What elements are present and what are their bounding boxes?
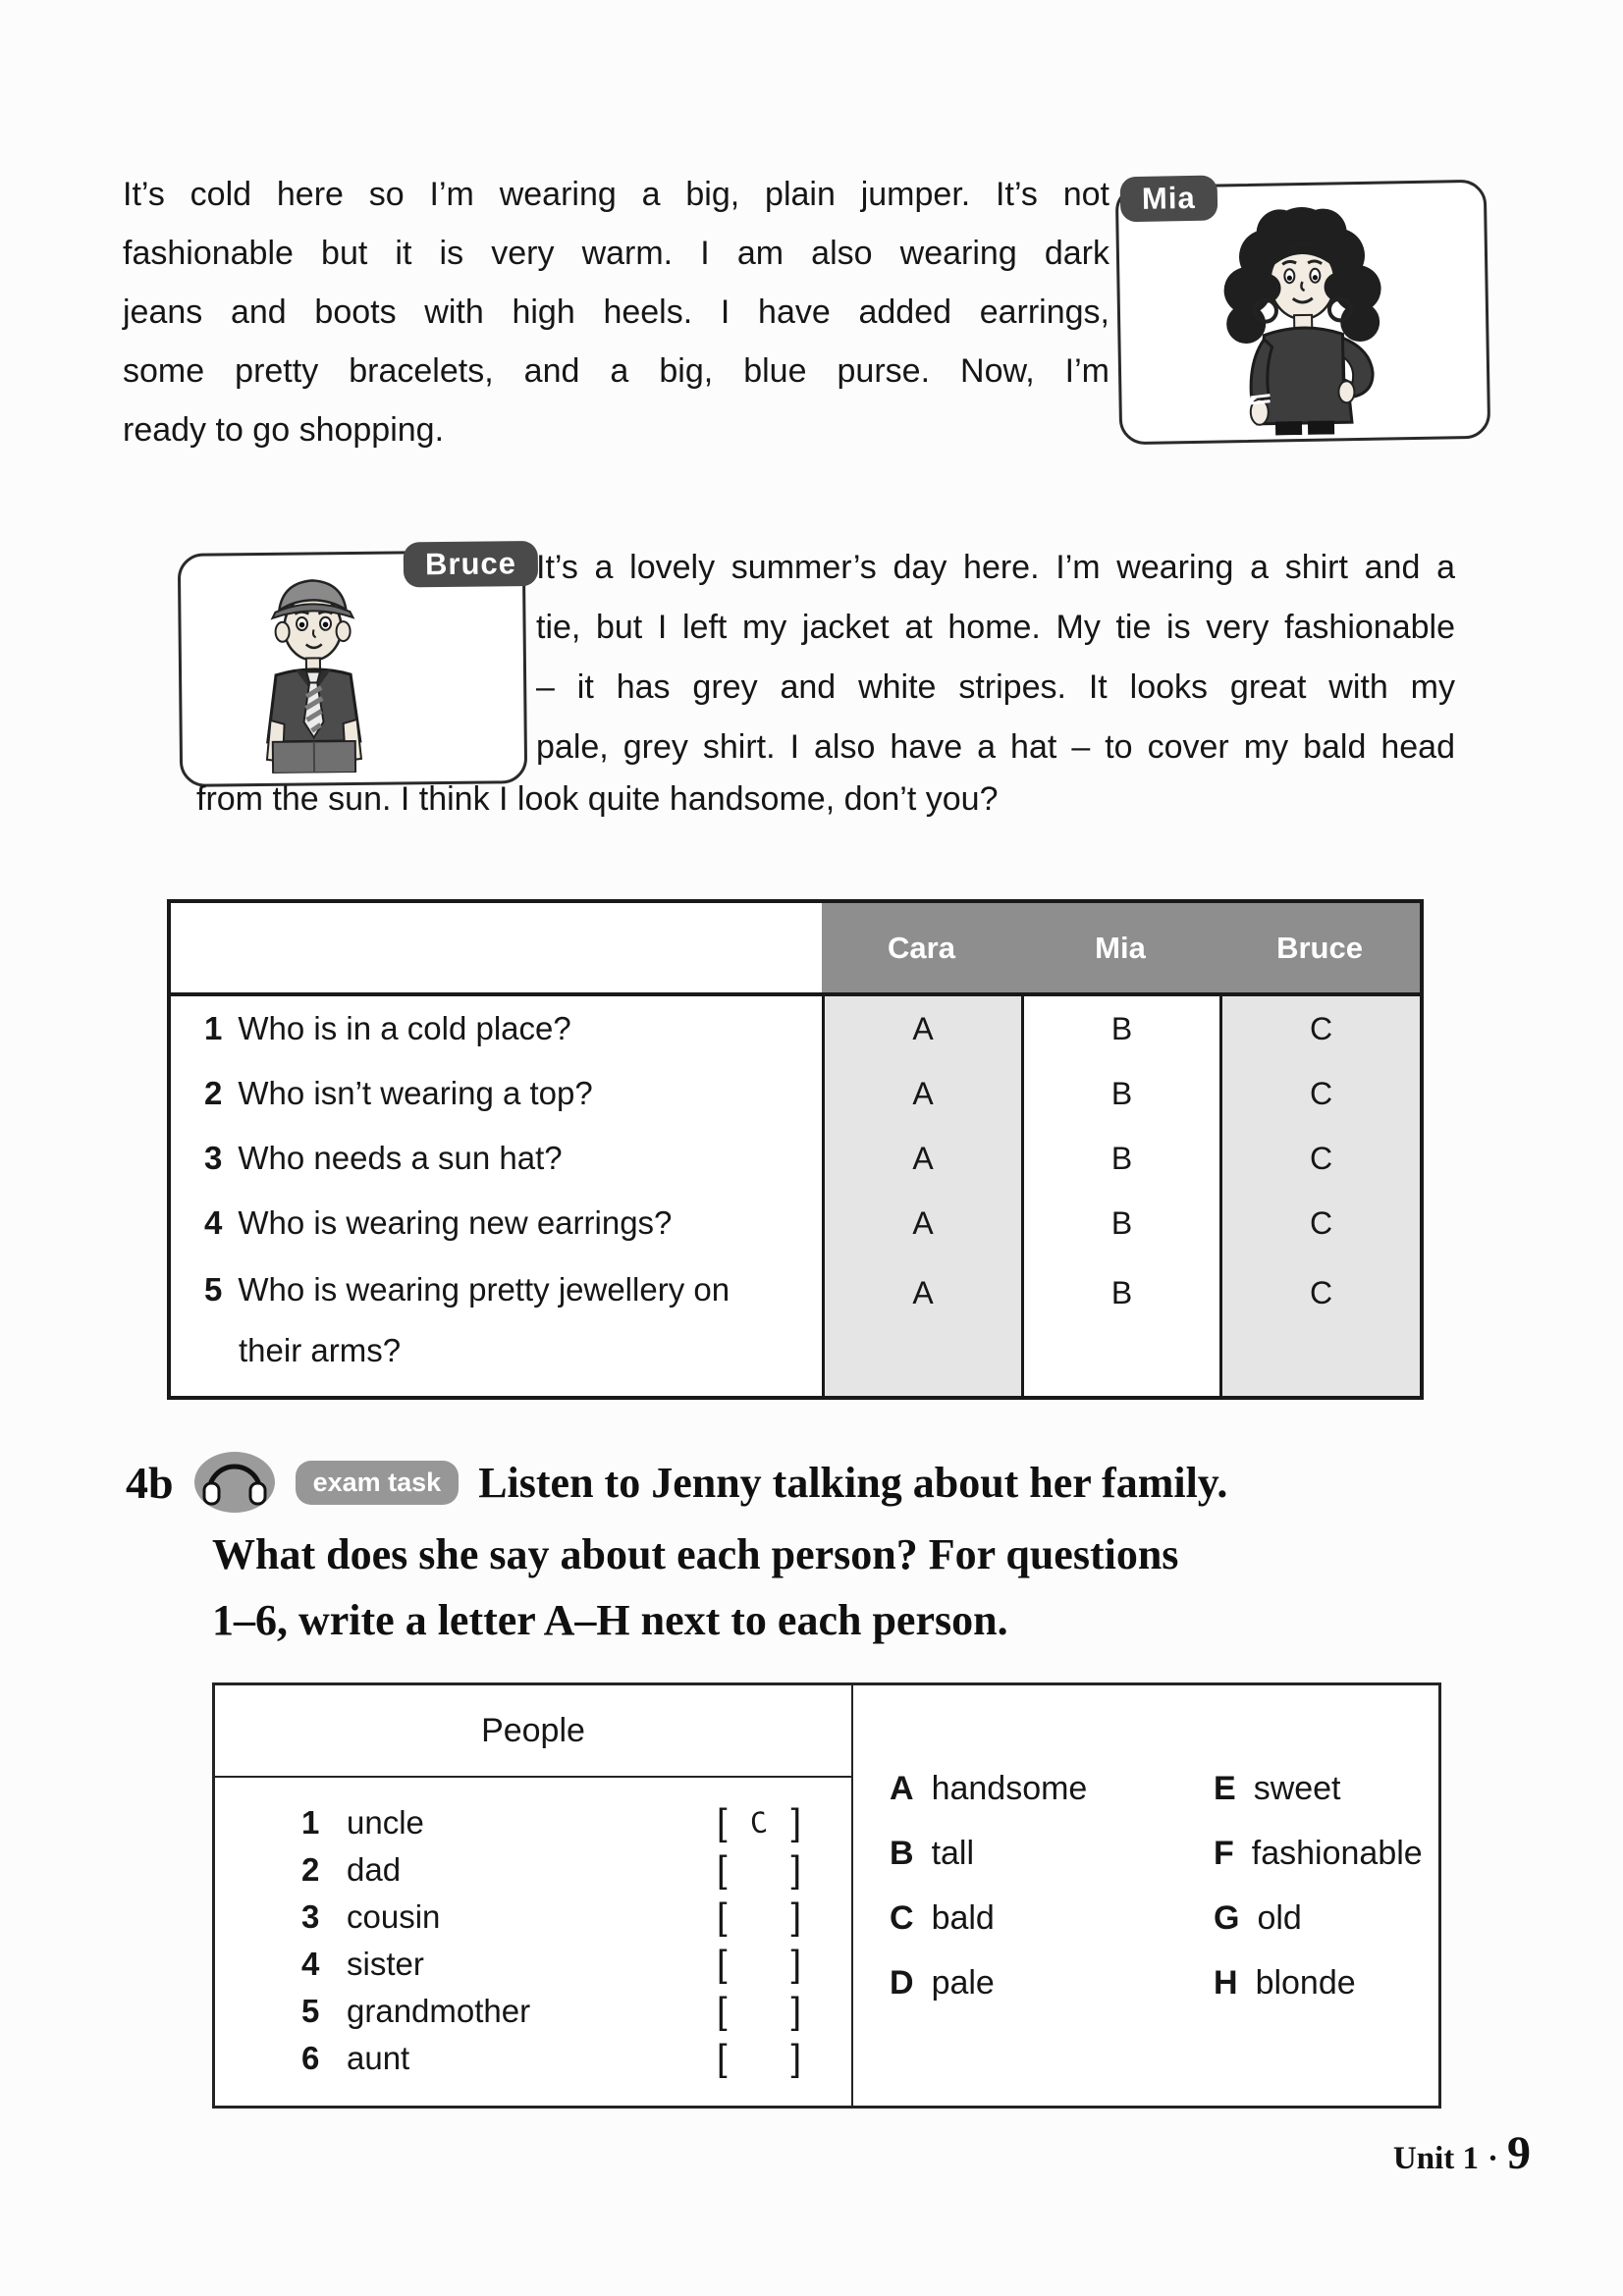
option-item-h — [1214, 1964, 1438, 2002]
paragraph-line: jeans and boots with high heels. I have added earrings, — [123, 294, 1109, 331]
answer-bracket-2[interactable] — [717, 1849, 801, 1892]
question-row-3 — [171, 1126, 822, 1191]
question-number: 1 — [204, 1010, 223, 1046]
page-number: 9 — [1507, 2127, 1531, 2179]
question-text: Who is in a cold place? — [238, 1010, 571, 1046]
question-row-4 — [171, 1191, 822, 1255]
option-word: old — [1257, 1899, 1302, 1937]
option-word: blonde — [1255, 1964, 1356, 2002]
question-number: 2 — [204, 1075, 223, 1111]
option-letter: A — [890, 1770, 914, 1807]
option-c-q4[interactable]: C — [1219, 1191, 1420, 1255]
bracket-open: [ — [717, 2037, 728, 2079]
person-label: grandmother — [347, 1993, 531, 2029]
person-number: 3 — [301, 1898, 320, 1935]
person-label: uncle — [347, 1804, 424, 1841]
option-letter: G — [1214, 1899, 1240, 1937]
option-item-d — [890, 1964, 1214, 2002]
bracket-close: ] — [790, 1848, 801, 1891]
option-word: sweet — [1253, 1770, 1341, 1807]
people-rows — [215, 1778, 851, 2082]
adjective-options-panel — [853, 1685, 1438, 2106]
person-number: 2 — [301, 1851, 320, 1888]
table-corner-cell — [171, 903, 822, 996]
option-a-q3[interactable]: A — [822, 1126, 1021, 1191]
answer-bracket-3[interactable] — [717, 1896, 801, 1939]
answer-bracket-4[interactable] — [717, 1944, 801, 1986]
people-panel — [215, 1685, 853, 2106]
column-header-cara: Cara — [822, 903, 1021, 996]
option-letter: H — [1214, 1964, 1238, 2002]
people-row-3 — [215, 1894, 851, 1941]
bruce-illustration — [214, 563, 412, 774]
answer-bracket-1[interactable] — [717, 1802, 801, 1844]
person-number: 4 — [301, 1946, 320, 1982]
bruce-paragraph-continuation: from the sun. I think I look quite handsome, don’t you? — [196, 780, 999, 818]
person-label: cousin — [347, 1898, 441, 1935]
person-label: dad — [347, 1851, 402, 1888]
option-c-q3[interactable]: C — [1219, 1126, 1420, 1191]
exercise-number: 4b — [126, 1457, 174, 1508]
option-b-q1[interactable]: B — [1021, 996, 1219, 1061]
unit-label: Unit 1 — [1392, 2141, 1479, 2176]
paragraph-line: fashionable but it is very warm. I am also wearing dark — [123, 235, 1109, 272]
people-header: People — [215, 1685, 851, 1778]
option-c-q2[interactable]: C — [1219, 1061, 1420, 1126]
people-row-5 — [215, 1988, 851, 2035]
option-item-c — [890, 1899, 1214, 1938]
bracket-open: [ — [717, 1848, 728, 1891]
bruce-name-badge: Bruce — [404, 541, 538, 587]
bruce-paragraph — [536, 538, 1455, 777]
exercise-4b-heading — [126, 1451, 1510, 1645]
person-label: aunt — [347, 2040, 410, 2076]
option-item-f — [1214, 1835, 1438, 1873]
option-b-q3[interactable]: B — [1021, 1126, 1219, 1191]
instruction-line: 1–6, write a letter A–H next to each person. — [212, 1596, 1008, 1644]
paragraph-line: It’s cold here so I’m wearing a big, plain jumper. It’s not — [123, 176, 1109, 213]
option-item-a — [890, 1770, 1214, 1808]
option-a-q4[interactable]: A — [822, 1191, 1021, 1255]
option-letter: C — [890, 1899, 914, 1937]
option-c-q1[interactable]: C — [1219, 996, 1420, 1061]
column-header-bruce: Bruce — [1219, 903, 1420, 996]
question-text: Who is wearing new earrings? — [238, 1204, 673, 1241]
paragraph-line: It’s a lovely summer’s day here. I’m wearing a shirt and a — [536, 549, 1455, 586]
option-word: fashionable — [1251, 1835, 1423, 1872]
option-item-b — [890, 1835, 1214, 1873]
people-row-4 — [215, 1941, 851, 1988]
bruce-card — [178, 546, 527, 787]
answer-bracket-5[interactable] — [717, 1991, 801, 2033]
person-number: 6 — [301, 2040, 320, 2076]
option-item-e — [1214, 1770, 1438, 1808]
mia-card — [1115, 180, 1491, 446]
option-letter: B — [890, 1835, 914, 1872]
headphones-icon — [193, 1451, 276, 1514]
question-text: Who is wearing pretty jewellery on — [238, 1271, 730, 1308]
option-letter: E — [1214, 1770, 1236, 1807]
column-header-mia: Mia — [1021, 903, 1219, 996]
person-number: 5 — [301, 1993, 320, 2029]
bracket-close: ] — [790, 1990, 801, 2032]
paragraph-line: ready to go shopping. — [123, 411, 445, 449]
person-number: 1 — [301, 1804, 320, 1841]
option-b-q4[interactable]: B — [1021, 1191, 1219, 1255]
question-number: 3 — [204, 1140, 223, 1176]
option-letter: D — [890, 1964, 914, 2002]
bruce-card-clip — [181, 553, 524, 784]
question-text-line2: their arms? — [239, 1332, 402, 1368]
bracket-open: [ — [717, 1801, 728, 1843]
bracket-close: ] — [790, 1943, 801, 1985]
paragraph-line: pale, grey shirt. I also have a hat – to cover my bald head — [536, 728, 1455, 766]
question-number: 5 — [204, 1271, 223, 1308]
answer-bracket-6[interactable] — [717, 2038, 801, 2080]
people-row-1 — [215, 1799, 851, 1846]
bracket-open: [ — [717, 1943, 728, 1985]
people-row-2 — [215, 1846, 851, 1894]
exam-task-badge: exam task — [296, 1461, 460, 1505]
mia-paragraph — [123, 165, 1109, 459]
bracket-open: [ — [717, 1990, 728, 2032]
instruction-line: What does she say about each person? For questions — [212, 1530, 1179, 1578]
option-letter: F — [1214, 1835, 1234, 1872]
option-word: handsome — [931, 1770, 1088, 1807]
option-word: bald — [931, 1899, 995, 1937]
question-row-5 — [171, 1255, 822, 1396]
option-word: tall — [931, 1835, 975, 1872]
mia-card-clip — [1118, 183, 1488, 442]
option-a-q2[interactable]: A — [822, 1061, 1021, 1126]
question-row-1 — [171, 996, 822, 1061]
bracket-close: ] — [790, 1896, 801, 1938]
question-text: Who needs a sun hat? — [238, 1140, 563, 1176]
paragraph-line: some pretty bracelets, and a big, blue purse. Now, I’m — [123, 352, 1109, 390]
footer-separator: · — [1487, 2141, 1498, 2176]
person-label: sister — [347, 1946, 424, 1982]
option-b-q2[interactable]: B — [1021, 1061, 1219, 1126]
page-footer — [1393, 2126, 1531, 2180]
bracket-close: ] — [790, 1801, 801, 1843]
bracket-open: [ — [717, 1896, 728, 1938]
paragraph-line: – it has grey and white stripes. It looks great with my — [536, 668, 1455, 706]
option-c-q5[interactable]: C — [1219, 1255, 1420, 1396]
bracket-close: ] — [790, 2037, 801, 2079]
option-b-q5[interactable]: B — [1021, 1255, 1219, 1396]
people-row-6 — [215, 2035, 851, 2082]
mia-name-badge: Mia — [1120, 176, 1217, 223]
question-number: 4 — [204, 1204, 223, 1241]
who-matching-table — [167, 899, 1424, 1400]
option-a-q1[interactable]: A — [822, 996, 1021, 1061]
option-item-g — [1214, 1899, 1438, 1938]
option-word: pale — [931, 1964, 995, 2002]
people-table — [212, 1682, 1441, 2109]
answer-slot[interactable]: C — [748, 1805, 770, 1841]
question-text: Who isn’t wearing a top? — [238, 1075, 593, 1111]
instruction-line: Listen to Jenny talking about her family. — [478, 1458, 1228, 1507]
mia-illustration — [1193, 189, 1413, 437]
question-row-2 — [171, 1061, 822, 1126]
option-a-q5[interactable]: A — [822, 1255, 1021, 1396]
paragraph-line: tie, but I left my jacket at home. My tie is very fashionable — [536, 609, 1455, 646]
